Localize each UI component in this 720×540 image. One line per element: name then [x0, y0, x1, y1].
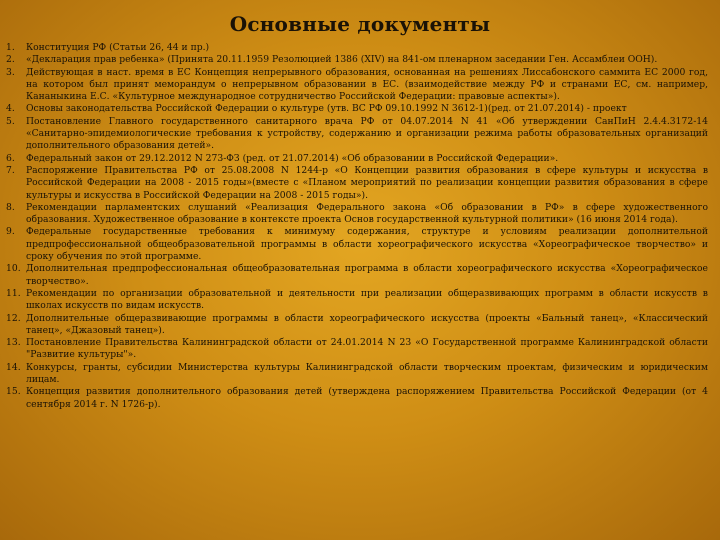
list-item — [6, 103, 708, 115]
item-text: Федеральные государственные требования к минимуму содержания, структуре и условиям реализации дополнительной предпрофессиональной общеобразовательной программы в области хореографического искусства «Хореографическое творчество» и сроку обучения по этой программе. — [26, 226, 708, 263]
item-number: 1. — [6, 42, 15, 53]
list-item — [6, 202, 708, 227]
item-text: Дополнительные общеразвивающие программы в области хореографического искусства (проекты «Бальный танец», «Классический танец», «Джазовый танец»). — [26, 312, 708, 336]
list-item — [6, 153, 708, 165]
item-number: 8. — [6, 201, 15, 213]
list-item — [6, 362, 708, 387]
page-title: Основные документы — [229, 12, 491, 36]
list-item — [6, 313, 708, 338]
item-number: 14. — [6, 361, 21, 373]
item-text: Распоряжение Правительства РФ от 25.08.2008 N 1244-р «О Концепции развития образования в сфере культуры и искусства в Российской Федерации на 2008 - 2015 годы»(вместе с «Планом мероприятий по реализации концепции развития образования в сфере культуры и искусства в Российской Федерации на 2008 - 2015 годы»). — [26, 164, 708, 201]
list-item — [6, 165, 708, 202]
item-text: Рекомендации парламентских слушаний «Реализация Федерального закона «Об образовании в РФ» в сфере художественного образования. Художественное образование в контексте проекта Основ государственной культурной политики» (16 июня 2014 года). — [26, 201, 708, 226]
list-item — [6, 337, 708, 362]
list-item — [6, 67, 708, 104]
item-number: 9. — [6, 226, 15, 238]
item-text: Рекомендации по организации образовательной и деятельности при реализации общеразвивающих программ в области искусств в школах искусств по видам искусств. — [26, 287, 708, 312]
item-text: Основы законодательства Российской Федерации о культуре (утв. ВС РФ 09.10.1992 N 3612-1)(ред. от 21.07.2014) - проект — [26, 103, 627, 115]
item-number: 2. — [6, 54, 15, 66]
item-number: 5. — [6, 115, 15, 127]
item-text: Дополнительная предпрофессиональная общеобразовательная программа в области хореографического искусства «Хореографическое творчество». — [26, 263, 708, 287]
item-number: 7. — [6, 164, 15, 176]
item-number: 4. — [6, 103, 15, 115]
item-number: 12. — [6, 312, 21, 324]
list-item — [6, 288, 708, 313]
list-item — [6, 54, 708, 66]
list-item — [6, 116, 708, 153]
documents-list — [6, 42, 708, 411]
item-text: Концепция развития дополнительного образования детей (утверждена распоряжением Правительства Российской Федерации (от 4 сентября 2014 г. N 1726-р). — [26, 386, 708, 410]
item-text: «Декларация прав ребенка» (Принята 20.11.1959 Резолюцией 1386 (XIV) на 841-ом пленарном заседании Ген. Ассамблеи ООН). — [26, 54, 658, 66]
item-text: Действующая в наст. время в ЕС Концепция непрерывного образования, основанная на решениях Лиссабонского саммита ЕС 2000 год, на котором был принят меморандум о непрерывном образовании в ЕС. (взаимодействие между РФ и странами ЕС, см. например, Кананыкина Е.С. «Культурное международное сотрудничество Российской Федерации: правовые аспекты»). — [26, 66, 708, 103]
item-number: 15. — [6, 386, 21, 398]
list-item — [6, 386, 708, 411]
item-number: 11. — [6, 287, 21, 299]
item-text: Постановление Правительства Калининградской области от 24.01.2014 N 23 «О Государственной программе Калининградской области "Развитие культуры"». — [26, 337, 708, 361]
item-text: Конституция РФ (Статьи 26, 44 и пр.) — [26, 42, 210, 53]
item-text: Постановление Главного государственного санитарного врача РФ от 04.07.2014 N 41 «Об утверждении СанПиН 2.4.4.3172-14 «Санитарно-эпидемиологические требования к устройству, содержанию и организации режима работы образовательных организаций дополнительного образования детей». — [26, 115, 708, 152]
list-item — [6, 263, 708, 288]
list-item — [6, 42, 708, 54]
item-number: 3. — [6, 66, 15, 78]
item-text: Федеральный закон от 29.12.2012 N 273-ФЗ (ред. от 21.07.2014) «Об образовании в Российской Федерации». — [26, 152, 559, 164]
list-item — [6, 226, 708, 263]
item-text: Конкурсы, гранты, субсидии Министерства культуры Калининградской области творческим проектам, физическим и юридическим лицам. — [26, 361, 708, 386]
item-number: 10. — [6, 263, 21, 275]
item-number: 6. — [6, 152, 15, 164]
item-number: 13. — [6, 337, 21, 349]
